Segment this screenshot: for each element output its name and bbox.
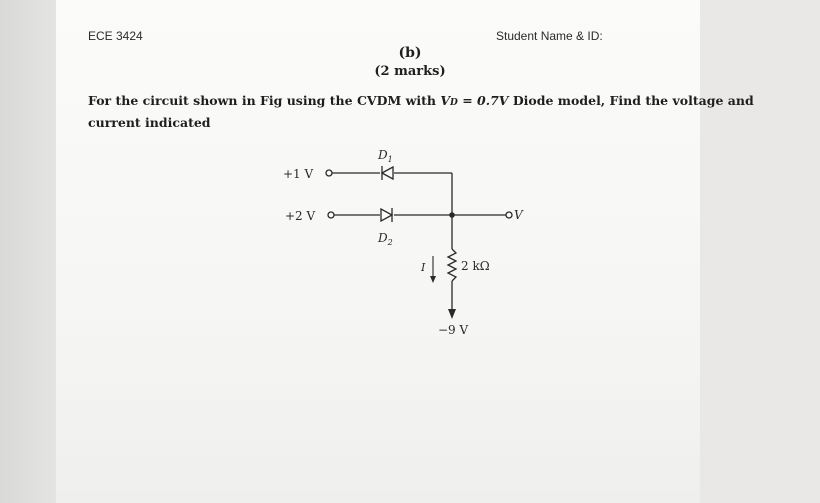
question-text-line1-end: Diode model, Find the voltage and <box>508 93 754 108</box>
supply-arrow <box>448 309 456 319</box>
current-arrowhead <box>430 276 436 283</box>
junction-node <box>449 212 455 218</box>
question-text-start: For the circuit shown in Fig using the CVDM with <box>88 93 441 108</box>
question-text-line2: current indicated <box>88 115 211 130</box>
diode1-label: $D_1$ <box>378 148 393 164</box>
source2-label: +2 V <box>285 209 316 223</box>
diode1-symbol <box>382 166 393 180</box>
student-name-field: Student Name & ID: <box>496 29 603 43</box>
source1-terminal <box>326 170 332 176</box>
source2-terminal <box>328 212 334 218</box>
output-voltage-label: V <box>514 208 523 222</box>
question-marks: (2 marks) <box>374 64 446 79</box>
output-terminal <box>506 212 512 218</box>
vd-symbol: VD = 0.7V <box>440 93 509 108</box>
resistor-label: 2 kΩ <box>461 259 490 273</box>
diode2-symbol <box>381 208 392 222</box>
current-label: I <box>421 261 426 274</box>
diode2-label: $D_2$ <box>378 231 393 247</box>
supply-label: −9 V <box>438 323 469 337</box>
course-code: ECE 3424 <box>88 29 143 43</box>
source1-label: +1 V <box>283 167 314 181</box>
resistor-symbol <box>448 249 456 281</box>
question-part: (b) <box>398 45 422 61</box>
